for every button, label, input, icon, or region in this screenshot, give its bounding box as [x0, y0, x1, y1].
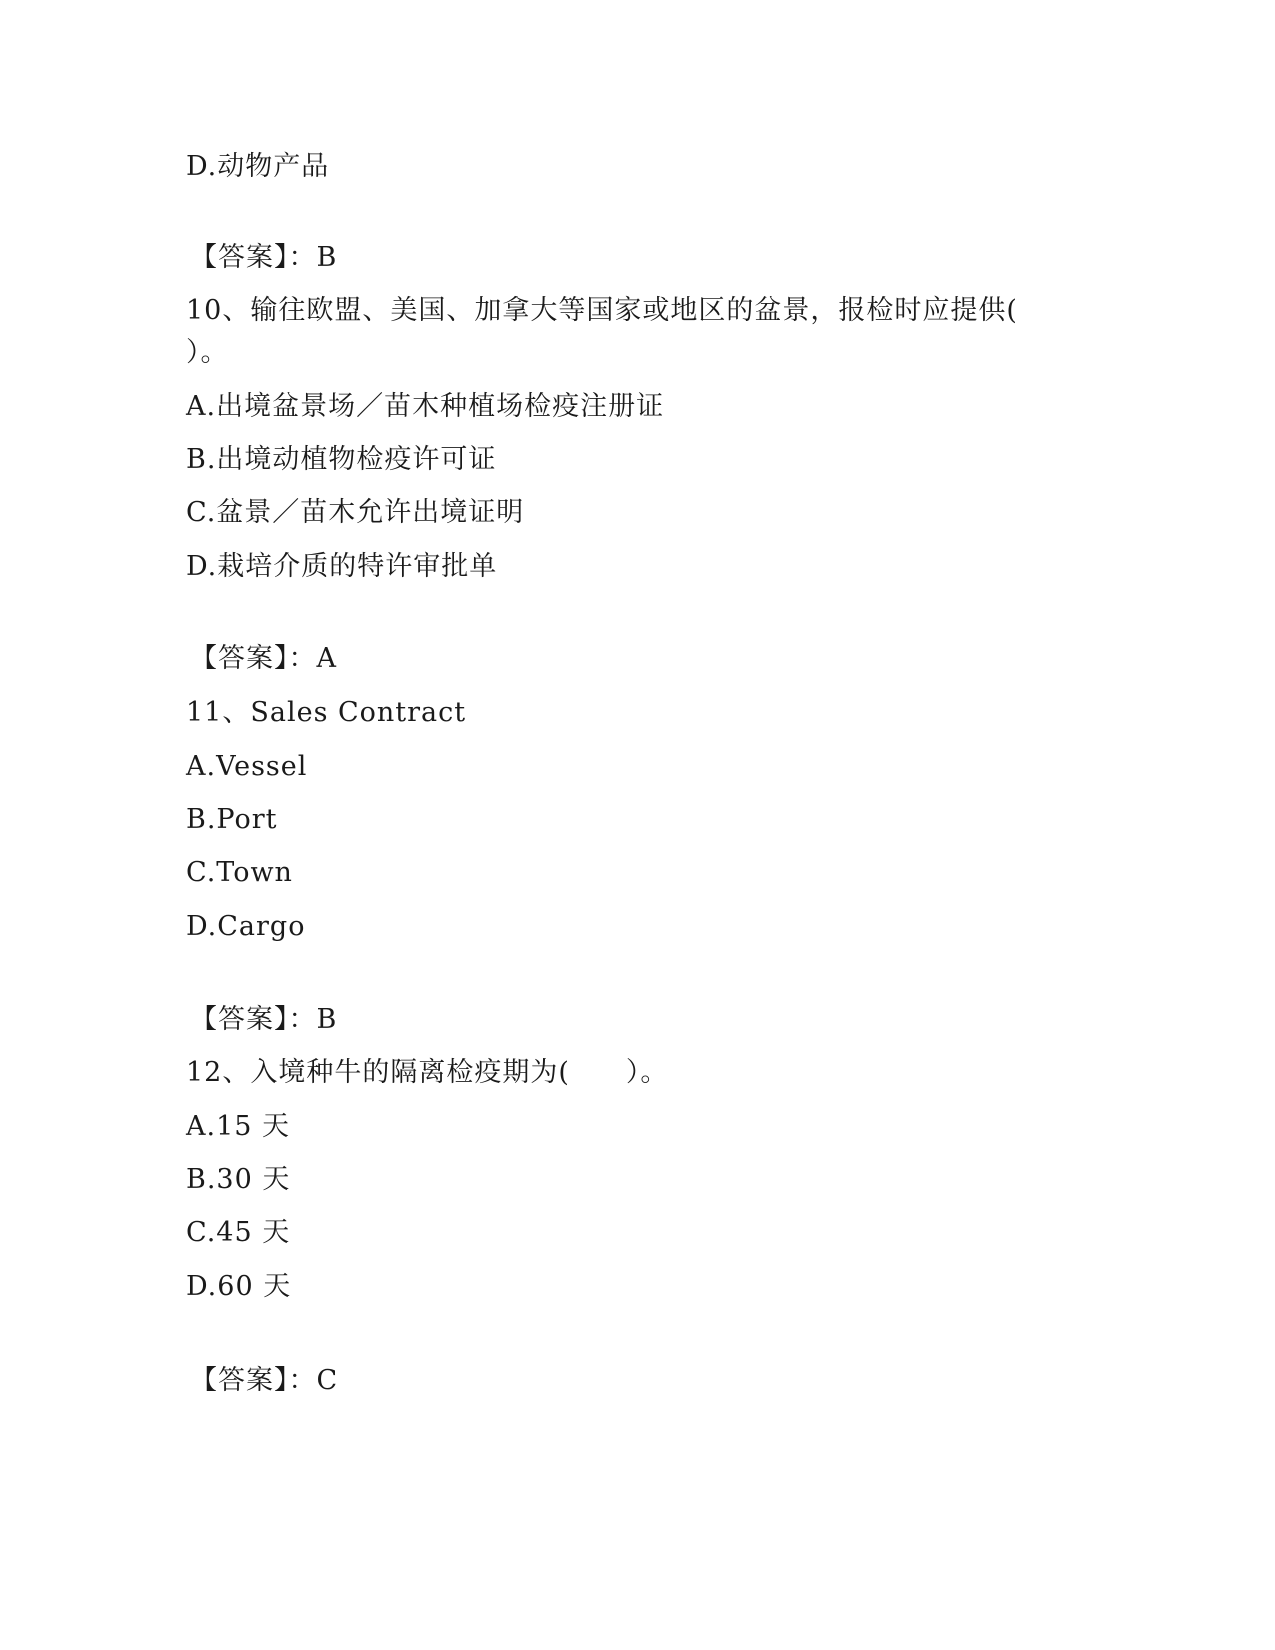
- q11-option-d: D.Cargo: [186, 911, 306, 942]
- q10-option-b: B.出境动植物检疫许可证: [186, 444, 497, 475]
- q10-option-d: D.栽培介质的特许审批单: [186, 551, 498, 582]
- q12-option-d: D.60 天: [186, 1271, 292, 1302]
- q11-option-b: B.Port: [186, 804, 278, 835]
- q10-option-c: C.盆景／苗木允许出境证明: [186, 497, 525, 528]
- q12-answer: 【答案】：C: [190, 1365, 339, 1396]
- q10-question-line2: ）。: [186, 337, 229, 368]
- q11-option-a: A.Vessel: [186, 751, 308, 782]
- q11-option-c: C.Town: [186, 857, 293, 888]
- q9-answer: 【答案】：B: [190, 242, 338, 273]
- q12-option-c: C.45 天: [186, 1217, 291, 1248]
- q12-option-a: A.15 天: [186, 1111, 291, 1142]
- q11-answer: 【答案】：B: [190, 1004, 338, 1035]
- q10-option-a: A.出境盆景场／苗木种植场检疫注册证: [186, 391, 665, 422]
- q10-question-line1: 10、输往欧盟、美国、加拿大等国家或地区的盆景，报检时应提供(: [186, 295, 1018, 326]
- q12-option-b: B.30 天: [186, 1164, 291, 1195]
- q12-question: 12、入境种牛的隔离检疫期为( ）。: [186, 1057, 669, 1088]
- q9-option-d: D.动物产品: [186, 151, 330, 182]
- q10-answer: 【答案】：A: [190, 643, 337, 674]
- q11-question: 11、Sales Contract: [186, 697, 467, 728]
